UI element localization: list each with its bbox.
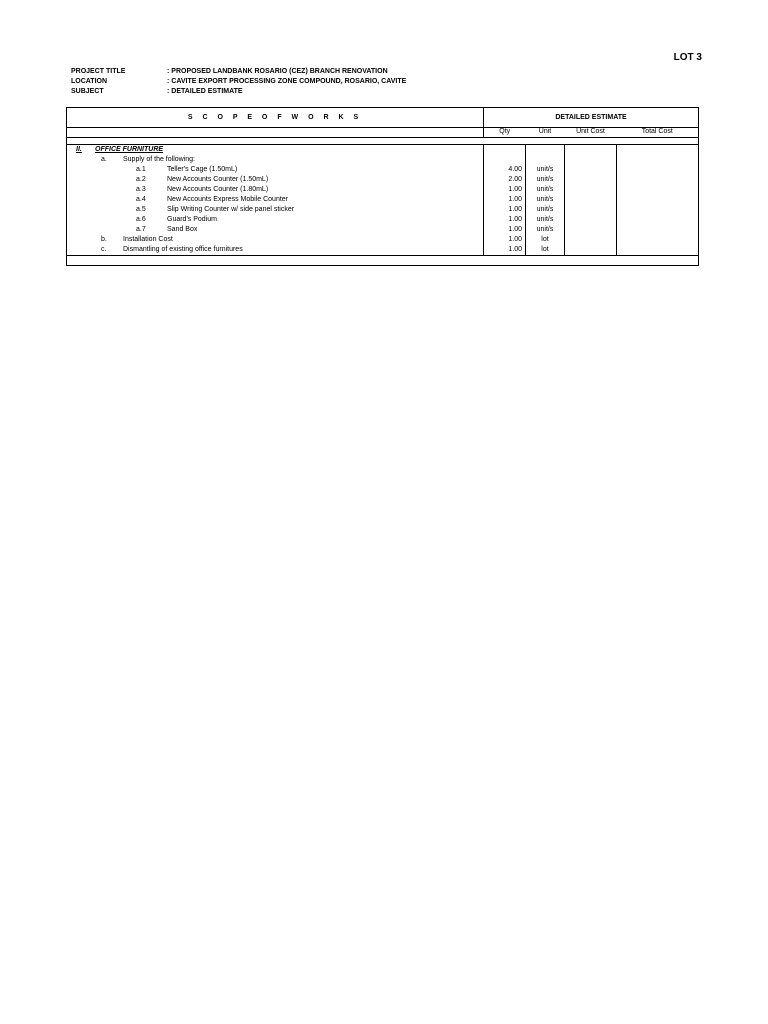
table-row — [67, 165, 699, 175]
column-header-row — [67, 128, 699, 138]
item-qty: 1.00 — [484, 185, 526, 195]
item-code: b. — [101, 236, 107, 243]
item-code: c. — [101, 246, 107, 253]
scope-of-works-header: S C O P E O F W O R K S — [67, 108, 484, 128]
item-unit: lot — [526, 245, 565, 256]
item-code: a.1 — [136, 166, 146, 173]
item-qty: 1.00 — [484, 225, 526, 235]
table-row — [67, 155, 699, 165]
lot-number: LOT 3 — [673, 52, 702, 63]
table-row — [67, 225, 699, 235]
item-description: New Accounts Express Mobile Counter — [167, 196, 288, 203]
table-row — [67, 235, 699, 245]
item-unit: lot — [526, 235, 565, 245]
project-title-label: PROJECT TITLE — [71, 68, 126, 75]
item-description: Supply of the following: — [123, 156, 195, 163]
subject-row — [71, 87, 406, 97]
item-code: a.6 — [136, 216, 146, 223]
item-qty: 2.00 — [484, 175, 526, 185]
col-qty: Qty — [484, 128, 526, 138]
item-code: a.4 — [136, 196, 146, 203]
subject-value: : DETAILED ESTIMATE — [167, 88, 243, 95]
item-qty: 1.00 — [484, 235, 526, 245]
item-unit: unit/s — [526, 185, 565, 195]
col-unit-cost: Unit Cost — [565, 128, 617, 138]
location-label: LOCATION — [71, 78, 108, 85]
project-title-row — [71, 67, 406, 77]
section-title: OFFICE FURNITURE — [95, 146, 164, 153]
item-unit — [526, 155, 565, 165]
section-number: II. — [76, 146, 82, 153]
table-row — [67, 195, 699, 205]
item-unit: unit/s — [526, 195, 565, 205]
section-row — [67, 145, 699, 156]
table-header-row — [67, 108, 699, 128]
table-row — [67, 175, 699, 185]
item-description: Slip Writing Counter w/ side panel sticker — [167, 206, 295, 213]
location-value: : CAVITE EXPORT PROCESSING ZONE COMPOUND, ROSARIO, CAVITE — [167, 78, 407, 85]
spacer-row — [67, 138, 699, 145]
table-row — [67, 205, 699, 215]
item-description: Sand Box — [167, 226, 198, 233]
table-row — [67, 245, 699, 256]
item-unit: unit/s — [526, 175, 565, 185]
table-row — [67, 185, 699, 195]
item-description: Guard's Podium — [167, 216, 217, 223]
item-qty — [484, 155, 526, 165]
item-code: a.3 — [136, 186, 146, 193]
item-unit: unit/s — [526, 205, 565, 215]
item-qty: 1.00 — [484, 215, 526, 225]
subject-label: SUBJECT — [71, 88, 104, 95]
item-code: a.2 — [136, 176, 146, 183]
item-qty: 1.00 — [484, 195, 526, 205]
item-unit: unit/s — [526, 215, 565, 225]
item-description: Teller's Cage (1.50mL) — [167, 166, 238, 173]
item-qty: 4.00 — [484, 165, 526, 175]
item-code: a. — [101, 156, 107, 163]
col-total-cost: Total Cost — [617, 128, 699, 138]
project-title-value: : PROPOSED LANDBANK ROSARIO (CEZ) BRANCH RENOVATION — [167, 68, 388, 75]
detailed-estimate-header: DETAILED ESTIMATE — [484, 108, 699, 128]
table-row — [67, 215, 699, 225]
item-description: Installation Cost — [123, 236, 173, 243]
location-row — [71, 77, 406, 87]
item-qty: 1.00 — [484, 205, 526, 215]
document-header — [71, 67, 406, 97]
item-description: Dismantling of existing office furnitures — [123, 246, 243, 253]
item-description: New Accounts Counter (1.50mL) — [167, 176, 269, 183]
item-code: a.7 — [136, 226, 146, 233]
item-code: a.5 — [136, 206, 146, 213]
item-qty: 1.00 — [484, 245, 526, 256]
estimate-table — [66, 107, 699, 266]
item-unit: unit/s — [526, 225, 565, 235]
table-footer-row — [67, 256, 699, 266]
col-unit: Unit — [526, 128, 565, 138]
item-description: New Accounts Counter (1.80mL) — [167, 186, 269, 193]
item-unit: unit/s — [526, 165, 565, 175]
